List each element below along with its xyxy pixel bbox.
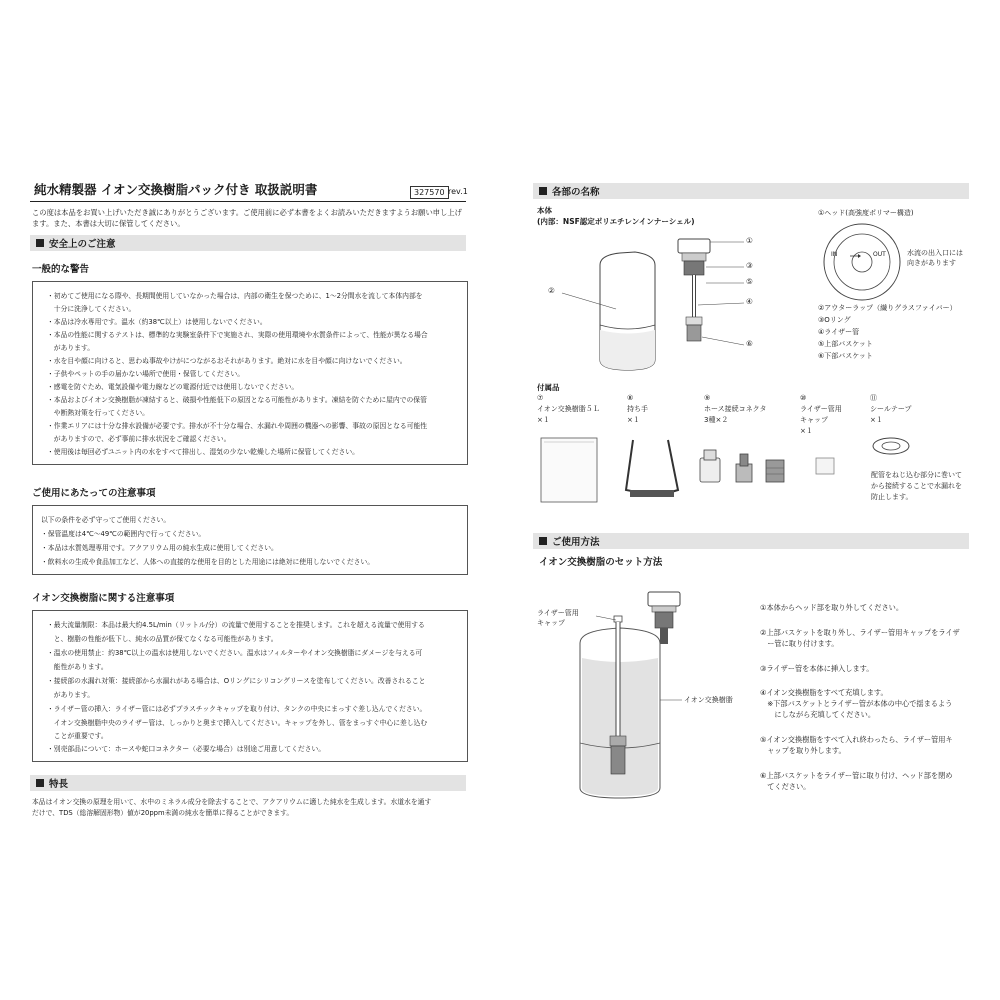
resin-line: ・接続部の水漏れ対策：接続部から水漏れがある場合は、Oリングにシリコングリースを塗布してください。改善されること — [47, 677, 426, 685]
accessory-qty: 3種×２ — [704, 416, 729, 424]
accessory-number: ⑧ — [627, 394, 634, 402]
resin-line: ことが重要です。 — [47, 732, 108, 740]
usage-line: ・保管温度は4℃～49℃の範囲内で行ってください。 — [41, 530, 206, 538]
tape-note: 配管をねじ込む部分に巻いて — [871, 471, 962, 479]
warning-line: や断熱対策を行ってください。 — [47, 409, 149, 417]
section-heading: 各部の名称 — [552, 187, 600, 198]
usage-line: ・本品は水質処理専用です。アクアリウム用の純水生成に使用してください。 — [41, 544, 278, 552]
body-label: 本体 — [537, 206, 552, 215]
usage-line: 以下の条件を必ず守ってご使用ください。 — [41, 516, 171, 524]
head-top-view — [820, 220, 904, 304]
resin-line: イオン交換樹脂中央のライザー管は、しっかりと奥まで挿入してください。キャップを外し、管をまっすぐ中心に差し込む — [47, 719, 428, 727]
accessory-name: シールテープ — [870, 405, 912, 413]
howto-title: イオン交換樹脂のセット方法 — [539, 557, 663, 568]
accessory-name: 持ち手 — [627, 405, 648, 413]
riser-cap-label: ライザー管用 — [537, 609, 579, 617]
resin-line: ・別売部品について：ホースや蛇口コネクター（必要な場合）は別途ご用意してください。 — [47, 745, 326, 753]
tape-note: 防止します。 — [871, 493, 913, 501]
parts-list-item: ⑥下部バスケット — [818, 352, 873, 360]
warning-line: ・作業エリアには十分な排水設備が必要です。排水が不十分な場合、水漏れや周囲の機器への影響、事故の原因となる可能性 — [47, 422, 428, 430]
step-1: ①本体からヘッド部を取り外してください。 — [760, 603, 904, 612]
section-heading: 特長 — [49, 779, 69, 790]
resin-notes-box — [32, 610, 468, 762]
resin-line: ・温水の使用禁止：約38℃以上の温水は使用しないでください。温水はフィルターやイオン交換樹脂にダメージを与える可 — [47, 649, 423, 657]
section-features — [30, 775, 466, 791]
marker-5: ⑤ — [746, 277, 753, 286]
section-heading: 安全上のご注意 — [49, 239, 116, 250]
head-note: 水流の出入口には — [907, 249, 963, 257]
accessory-name: イオン交換樹脂５Ｌ — [537, 405, 600, 413]
warning-line: ・感電を防ぐため、電気設備や電力線などの電源付近では使用しないでください。 — [47, 383, 299, 391]
accessory-number: ⑩ — [800, 394, 807, 402]
marker-4: ④ — [746, 297, 753, 306]
general-warning-title: 一般的な警告 — [32, 264, 90, 275]
parts-list-item: ③Oリング — [818, 316, 851, 324]
warning-line: ・本品およびイオン交換樹脂が凍結すると、破損や性能低下の原因となる可能性があります。凍結を防ぐために屋内での保管 — [47, 396, 427, 404]
warning-line: ・水を目や顔に向けると、思わぬ事故やけがにつながるおそれがあります。絶対に水を目や顔に向けないでください。 — [47, 357, 407, 365]
warning-line: ・使用後は毎回必ずユニット内の水をすべて排出し、湿気の少ない乾燥した場所に保管してください。 — [47, 448, 359, 456]
riser-cap-label: キャップ — [537, 619, 565, 627]
head-label: ①ヘッド(高強度ポリマー構造) — [818, 209, 914, 217]
features-text: だけで、TDS（総溶解固形物）値が20ppm未満の純水を簡単に得ることができます。 — [32, 809, 294, 817]
marker-1: ① — [746, 236, 753, 245]
intro-text: この度は本品をお買い上げいただき誠にありがとうございます。ご使用前に必ず本書をよくお読みいただきますようお願い申し上げます。また、本書は大切に保管してください。 — [32, 208, 462, 228]
resin-notes-title: イオン交換樹脂に関する注意事項 — [32, 593, 175, 604]
parts-list-item: ②アウターラップ（繊りグラスファイバー） — [818, 304, 957, 312]
marker-2: ② — [548, 286, 555, 295]
features-text: 本品はイオン交換の原理を用いて、水中のミネラル成分を除去することで、アクアリウムに適した純水を生成します。水道水を通す — [32, 798, 432, 806]
title-rule — [30, 201, 466, 202]
marker-6: ⑥ — [746, 339, 753, 348]
step-6: ⑥上部バスケットをライザー管に取り付け、ヘッド部を閉め — [760, 771, 953, 780]
step-5-cont: ャップを取り外します。 — [760, 746, 846, 755]
accessory-qty: ×１ — [627, 416, 640, 424]
accessory-qty: ×１ — [537, 416, 550, 424]
step-2-cont: ー管に取り付けます。 — [760, 639, 839, 648]
section-heading: ご使用方法 — [552, 537, 600, 548]
head-out-label: OUT — [873, 251, 886, 258]
warning-line: ・本品は冷水専用です。温水（約38℃以上）は使用しないでください。 — [47, 318, 267, 326]
accessory-name: ホース接続コネクタ — [704, 405, 767, 413]
marker-3: ③ — [746, 261, 753, 270]
usage-notes-box — [32, 505, 468, 575]
warning-line: 十分に洗浄してください。 — [47, 305, 136, 313]
resin-line: ・ライザー管の挿入：ライザー管には必ずプラスチックキャップを取り付け、タンクの中央にまっすぐ差し込んでください。 — [47, 705, 427, 713]
accessory-number: ⑪ — [870, 394, 877, 402]
parts-list-item: ⑤上部バスケット — [818, 340, 873, 348]
accessory-qty: ×１ — [800, 427, 813, 435]
step-2: ②上部バスケットを取り外し、ライザー管用キャップをライザ — [760, 628, 960, 637]
accessory-name: ライザー管用 — [800, 405, 842, 413]
accessory-qty: ×１ — [870, 416, 883, 424]
resin-line: 能性があります。 — [47, 663, 108, 671]
tape-note: から接続することで水漏れを — [871, 482, 962, 490]
warning-line: がありますので、必ず事前に排水状況をご確認ください。 — [47, 435, 231, 443]
accessory-number: ⑦ — [537, 394, 544, 402]
warning-line: ・子供やペットの手の届かない場所で使用・保管してください。 — [47, 370, 245, 378]
warning-line: ・初めてご使用になる際や、長期間使用していなかった場合は、内部の衛生を保つために、1～2分間水を流して本体内部を — [47, 292, 423, 300]
step-5: ⑤イオン交換樹脂をすべて入れ終わったら、ライザー管用キ — [760, 735, 953, 744]
resin-line: があります。 — [47, 691, 95, 699]
resin-label: イオン交換樹脂 — [684, 696, 733, 704]
parts-list-item: ④ライザー管 — [818, 328, 860, 336]
step-3: ③ライザー管を本体に挿入します。 — [760, 664, 874, 673]
usage-line: ・飲料水の生成や食品加工など、人体への直接的な使用を目的とした用途には絶対に使用しないでください。 — [41, 558, 375, 566]
body-label-sub: (内部：NSF認定ポリエチレンインナーシェル) — [537, 217, 695, 226]
head-note: 向きがあります — [907, 259, 956, 267]
section-parts — [533, 183, 969, 199]
accessory-name: キャップ — [800, 416, 828, 424]
resin-line: と、樹脂の性能が低下し、純水の品質が保てなくなる可能性があります。 — [47, 635, 278, 643]
general-warning-box — [32, 281, 468, 465]
page-title: 純水精製器 イオン交換樹脂パック付き 取扱説明書 — [34, 182, 318, 197]
body-diagram — [540, 225, 800, 385]
resin-line: ・最大流量制限：本品は最大約4.5L/min（リットル/分）の流量で使用することを推奨します。これを超える流量で使用する — [47, 621, 425, 629]
section-safety — [30, 235, 466, 251]
head-in-label: IN — [831, 251, 838, 258]
warning-line: ・本品の性能に関するテストは、標準的な実験室条件下で実施され、実際の使用環境や水質条件によって、性能が異なる場合 — [47, 331, 428, 339]
step-4-note: ※下部バスケットとライザー管が本体の中心で揺まるよう — [760, 699, 953, 708]
revision: rev.1 — [448, 187, 468, 196]
step-4: ④イオン交換樹脂をすべて充填します。 — [760, 688, 888, 697]
accessories-label: 付属品 — [537, 383, 560, 392]
section-howto — [533, 533, 969, 549]
accessory-number: ⑨ — [704, 394, 711, 402]
usage-notes-title: ご使用にあたっての注意事項 — [32, 488, 156, 499]
warning-line: があります。 — [47, 344, 95, 352]
step-4-note-cont: にしながら充填してください。 — [760, 710, 876, 719]
step-6-cont: てください。 — [760, 782, 811, 791]
document-number: 327570 — [410, 186, 449, 199]
